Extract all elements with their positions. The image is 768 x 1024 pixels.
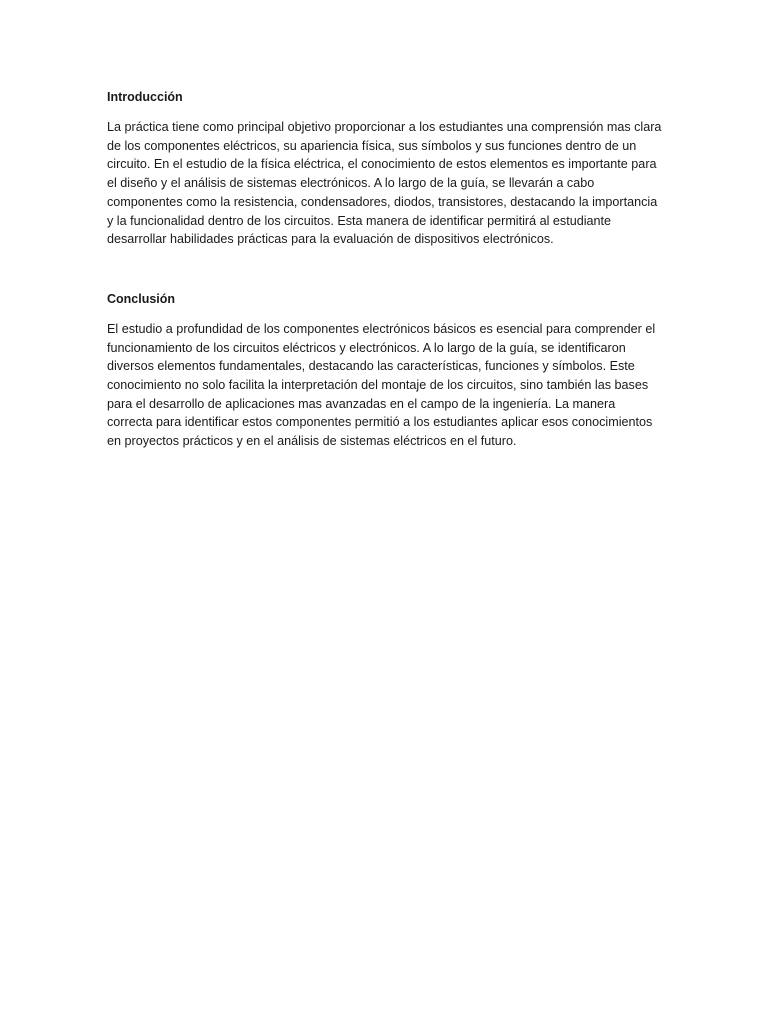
conclusion-heading: Conclusión — [107, 291, 176, 306]
conclusion-section — [107, 290, 663, 451]
introduction-section — [107, 88, 663, 249]
conclusion-paragraph: El estudio a profundidad de los componentes electrónicos básicos es esencial para comprender el funcionamiento de los circuitos eléctricos y electrónicos. A lo largo de la guía, se identificaron diversos elementos fundamentales, destacando las características, funciones y símbolos. Este conocimiento no solo facilita la interpretación del montaje de los circuitos, sino también las bases para el desarrollo de aplicaciones mas avanzadas en el campo de la ingeniería. La manera correcta para identificar estos componentes permitió a los estudiantes aplicar esos conocimientos en proyectos prácticos y en el análisis de sistemas eléctricos en el futuro. — [107, 321, 656, 449]
document-page — [107, 88, 663, 451]
introduction-heading: Introducción — [107, 90, 183, 104]
introduction-paragraph: La práctica tiene como principal objetivo proporcionar a los estudiantes una comprensión mas clara de los componentes eléctricos, su apariencia física, sus símbolos y sus funciones dentro de un circuito. En el estudio de la física eléctrica, el conocimiento de estos elementos es importante para el diseño y el análisis de sistemas electrónicos. A lo largo de la guía, se llevarán a cabo componentes como la resistencia, condensadores, diodos, transistores, destacando la importancia y la funcionalidad dentro de los circuitos. Esta manera de identificar permitirá al estudiante desarrollar habilidades prácticas para la evaluación de dispositivos electrónicos. — [107, 120, 662, 247]
